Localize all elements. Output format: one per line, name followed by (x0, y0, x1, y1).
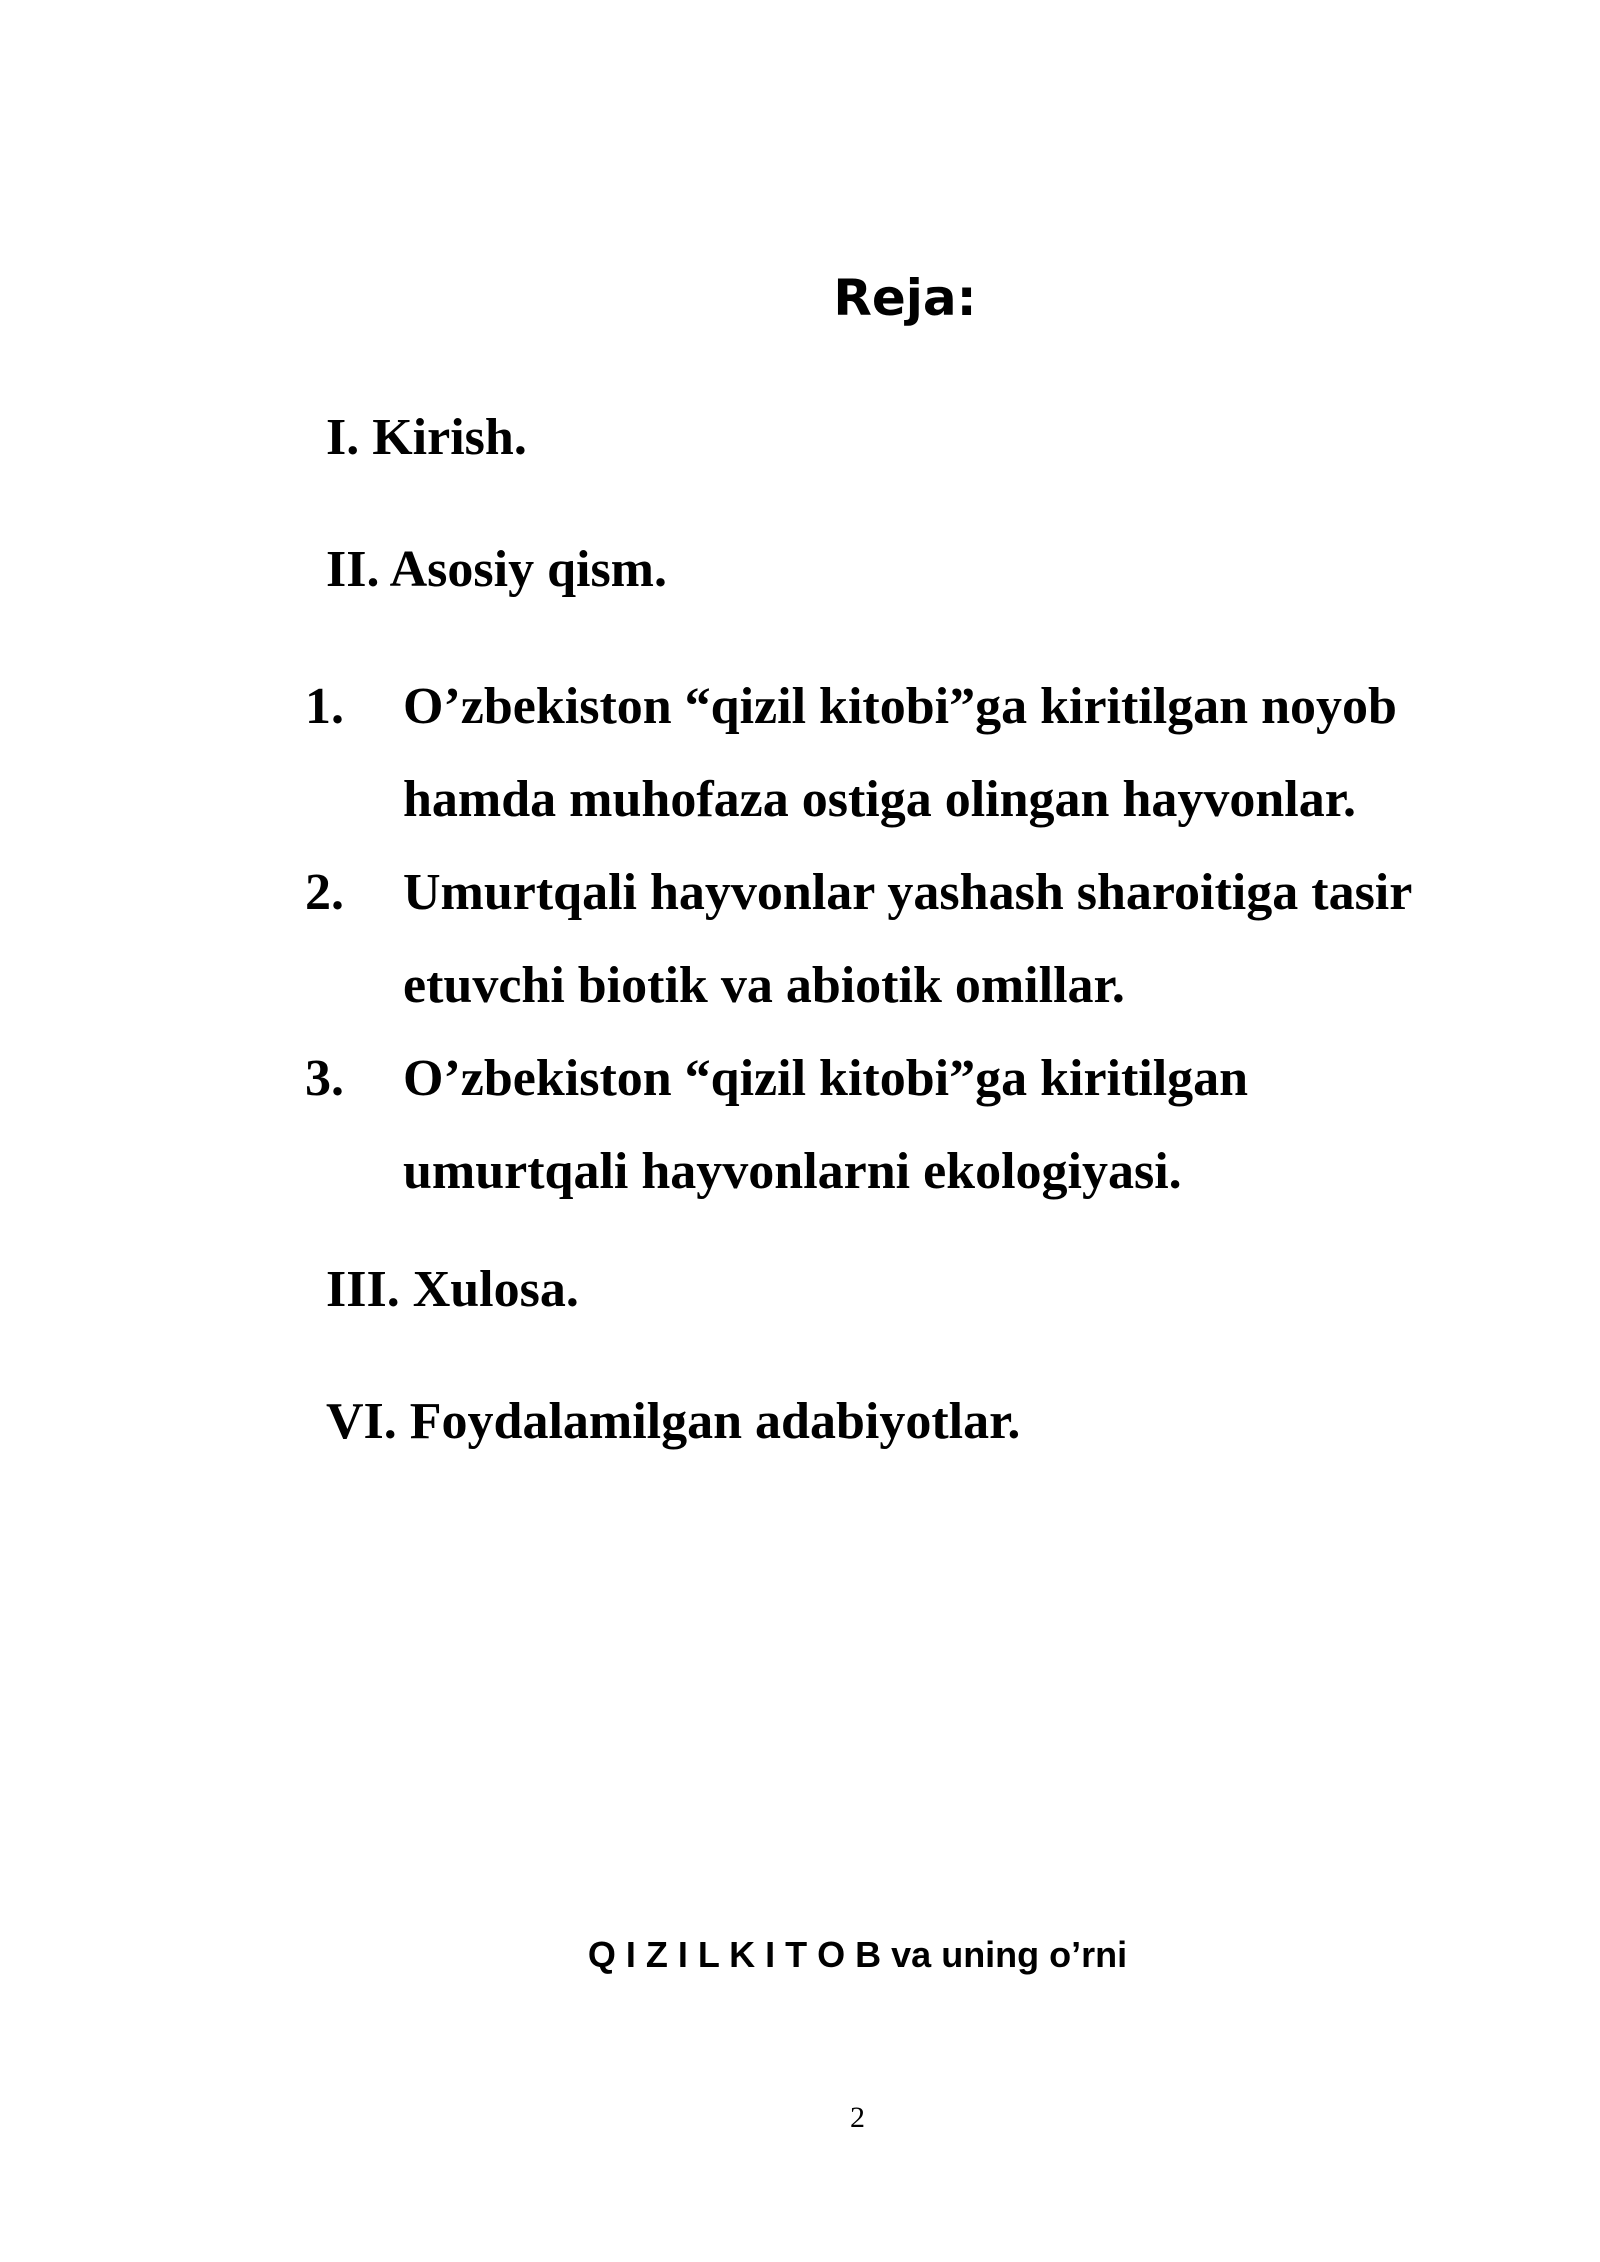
section-references: VI. Foydalamilgan adabiyotlar. (326, 1393, 1021, 1450)
list-item (0, 660, 1600, 846)
list-item-number: 2. (305, 864, 344, 921)
list-item-number: 3. (305, 1050, 344, 1107)
list-item-text: Umurtqali hayvonlar yashash sharoitiga tasir etuvchi biotik va abiotik omillar. (403, 864, 1412, 1014)
list-item-text: O’zbekiston “qizil kitobi”ga kiritilgan umurtqali hayvonlarni ekologiyasi. (403, 1050, 1249, 1200)
list-item (0, 1032, 1600, 1218)
list-item-number: 1. (305, 678, 344, 735)
footer-title: Q I Z I L K I T O B va uning o’rni (587, 1934, 1128, 1975)
page-title: Reja: (833, 269, 977, 327)
section-intro: I. Kirish. (326, 409, 527, 466)
page-number: 2 (850, 2101, 865, 2134)
section-main: II. Asosiy qism. (326, 541, 667, 598)
section-conclusion: III. Xulosa. (326, 1261, 579, 1318)
list-item (0, 846, 1600, 1032)
list-item-text: O’zbekiston “qizil kitobi”ga kiritilgan noyob hamda muhofaza ostiga olingan hayvonlar. (403, 678, 1397, 828)
main-section-list (0, 660, 1600, 1218)
